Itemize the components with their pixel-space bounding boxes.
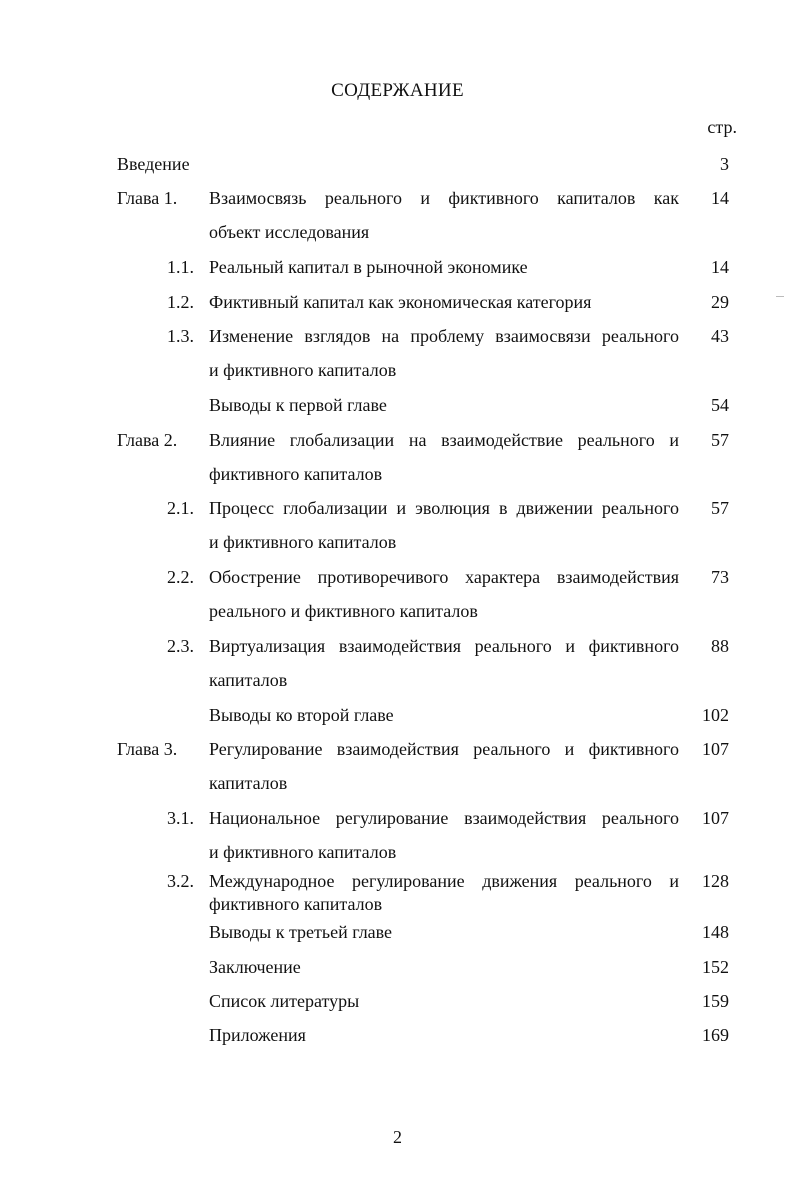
entry-title-line: Фиктивный капитал как экономическая категория <box>209 292 592 312</box>
entry-title-line: Влияние глобализации на взаимодействие реального и <box>209 430 679 450</box>
entry-title-line: фиктивного капиталов <box>209 464 383 484</box>
entry-page-number: 43 <box>711 326 729 346</box>
entry-title-line: Изменение взглядов на проблему взаимосвязи реального <box>209 326 679 346</box>
entry-title <box>209 950 679 984</box>
entry-page-number: 29 <box>711 292 729 312</box>
section-number: 2.1. <box>167 498 194 518</box>
entry-page-number: 54 <box>711 395 729 415</box>
entry-title-line: Процесс глобализации и эволюция в движении реального <box>209 498 679 518</box>
entry-page-number: 14 <box>711 257 729 277</box>
entry-title-line: Взаимосвязь реального и фиктивного капиталов как <box>209 188 679 208</box>
entry-title-line: Международное регулирование движения реального и <box>209 871 679 891</box>
entry-page-number: 57 <box>711 430 729 450</box>
entry-title-line: Регулирование взаимодействия реального и фиктивного <box>209 739 679 759</box>
section-number: 2.3. <box>167 636 194 656</box>
scan-mark <box>776 296 784 297</box>
entry-title <box>209 698 679 732</box>
entry-title <box>209 181 679 249</box>
chapter-label: Глава 2. <box>117 430 178 450</box>
entry-title-line: Приложения <box>209 1025 306 1045</box>
entry-title <box>209 388 679 422</box>
entry-title-line: Список литературы <box>209 991 360 1011</box>
entry-title-line: объект исследования <box>209 222 370 242</box>
entry-title <box>209 870 679 916</box>
entry-title-line: и фиктивного капиталов <box>209 842 397 862</box>
entry-title-line: Заключение <box>209 957 301 977</box>
entry-title <box>209 732 679 800</box>
entry-title <box>209 801 679 869</box>
section-number: 2.2. <box>167 567 194 587</box>
page-number: 2 <box>393 1127 402 1147</box>
entry-page-number: 57 <box>711 498 729 518</box>
entry-title-line: Выводы к третьей главе <box>209 922 393 942</box>
entry-title-line: реального и фиктивного капиталов <box>209 601 478 621</box>
entry-title-line: Обострение противоречивого характера взаимодействия <box>209 567 679 587</box>
entry-title <box>209 629 679 697</box>
page-title: СОДЕРЖАНИЕ <box>331 80 464 101</box>
entry-title <box>209 285 679 319</box>
entry-title <box>209 560 679 628</box>
entry-page-number: 148 <box>702 922 729 942</box>
section-number: 3.2. <box>167 871 194 891</box>
entry-title <box>209 1018 679 1052</box>
entry-title-line: Выводы к первой главе <box>209 395 387 415</box>
chapter-label: Глава 1. <box>117 188 178 208</box>
entry-title-line: Национальное регулирование взаимодействия реального <box>209 808 679 828</box>
entry-title <box>209 250 679 284</box>
chapter-label: Введение <box>117 154 190 174</box>
page-column-header: стр. <box>707 117 737 137</box>
entry-page-number: 14 <box>711 188 729 208</box>
entry-title <box>209 915 679 949</box>
entry-title <box>209 491 679 559</box>
entry-page-number: 128 <box>702 871 729 891</box>
entry-title-line: капиталов <box>209 670 288 690</box>
entry-page-number: 88 <box>711 636 729 656</box>
entry-title-line: фиктивного капиталов <box>209 894 383 914</box>
entry-page-number: 107 <box>702 808 729 828</box>
entry-title <box>209 319 679 387</box>
chapter-label: Глава 3. <box>117 739 178 759</box>
entry-page-number: 152 <box>702 957 729 977</box>
entry-title-line: Виртуализация взаимодействия реального и фиктивного <box>209 636 679 656</box>
entry-title-line: Реальный капитал в рыночной экономике <box>209 257 528 277</box>
entry-title-line: и фиктивного капиталов <box>209 360 397 380</box>
section-number: 1.2. <box>167 292 194 312</box>
entry-title-line: капиталов <box>209 773 288 793</box>
entry-page-number: 107 <box>702 739 729 759</box>
entry-page-number: 159 <box>702 991 729 1011</box>
entry-page-number: 169 <box>702 1025 729 1045</box>
entry-title <box>209 423 679 491</box>
section-number: 1.3. <box>167 326 194 346</box>
entry-page-number: 73 <box>711 567 729 587</box>
entry-title-line: Выводы ко второй главе <box>209 705 394 725</box>
section-number: 3.1. <box>167 808 194 828</box>
section-number: 1.1. <box>167 257 194 277</box>
entry-page-number: 3 <box>720 154 729 174</box>
entry-title <box>209 984 679 1018</box>
entry-title-line: и фиктивного капиталов <box>209 532 397 552</box>
entry-page-number: 102 <box>702 705 729 725</box>
